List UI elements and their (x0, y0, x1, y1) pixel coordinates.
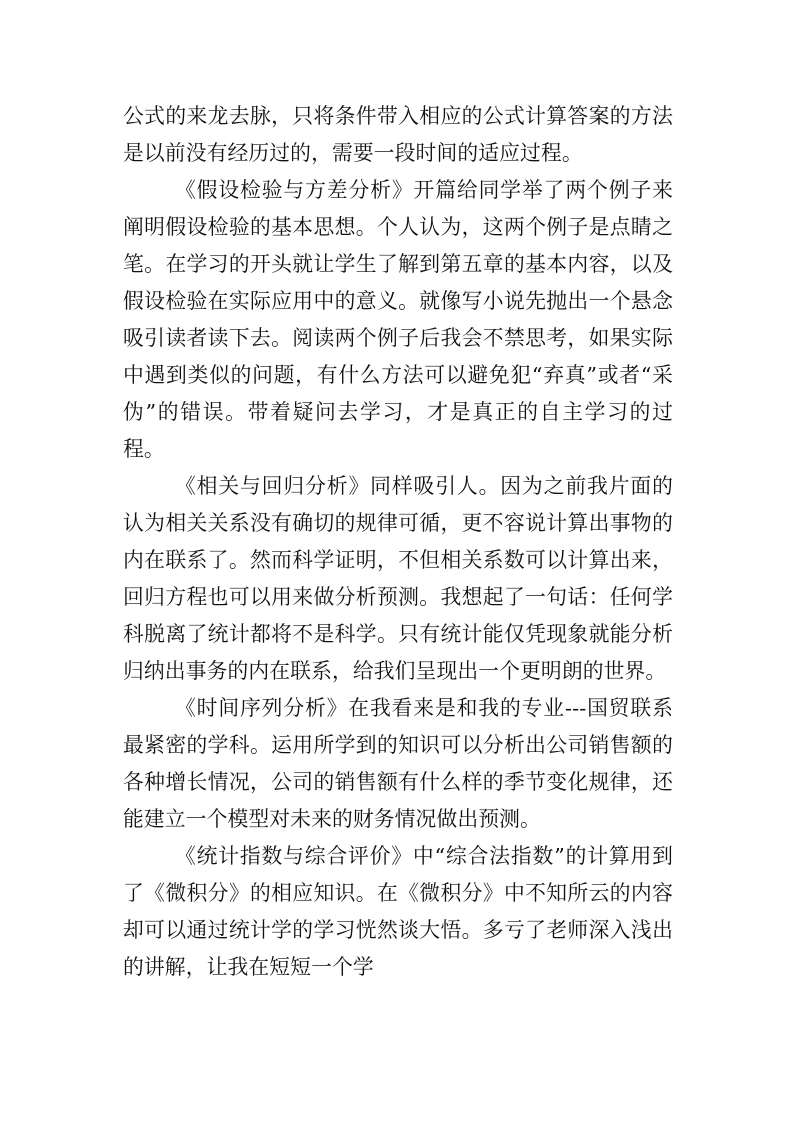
paragraph-hypothesis-testing: 《假设检验与方差分析》开篇给同学举了两个例子来阐明假设检验的基本思想。个人认为，这两个例子是点睛之笔。在学习的开头就让学生了解到第五章的基本内容，以及假设检验在实际应用中的意义。就像写小说先抛出一个悬念吸引读者读下去。阅读两个例子后我会不禁思考，如果实际中遇到类似的问题，有什么方法可以避免犯“弃真”或者“采伪”的错误。带着疑问去学习，才是真正的自主学习的过程。 (123, 178, 673, 461)
paragraph-statistical-index: 《统计指数与综合评价》中“综合法指数”的计算用到了《微积分》的相应知识。在《微积分》中不知所云的内容却可以通过统计学的学习恍然谈大悟。多亏了老师深入浅出的讲解，让我在短短一个学 (123, 844, 673, 979)
paragraph-correlation-regression: 《相关与回归分析》同样吸引人。因为之前我片面的认为相关关系没有确切的规律可循，更不容说计算出事物的内在联系了。然而科学证明，不但相关系数可以计算出来，回归方程也可以用来做分析预测。我想起了一句话：任何学科脱离了统计都将不是科学。只有统计能仅凭现象就能分析归纳出事务的内在联系，给我们呈现出一个更明朗的世界。 (123, 474, 673, 683)
paragraph-time-series: 《时间序列分析》在我看来是和我的专业---国贸联系最紧密的学科。运用所学到的知识可以分析出公司销售额的各种增长情况，公司的销售额有什么样的季节变化规律，还能建立一个模型对未来的财务情况做出预测。 (123, 696, 673, 831)
body-text (123, 98, 673, 986)
paragraph-continuation: 公式的来龙去脉，只将条件带入相应的公式计算答案的方法是以前没有经历过的，需要一段时间的适应过程。 (123, 104, 673, 165)
